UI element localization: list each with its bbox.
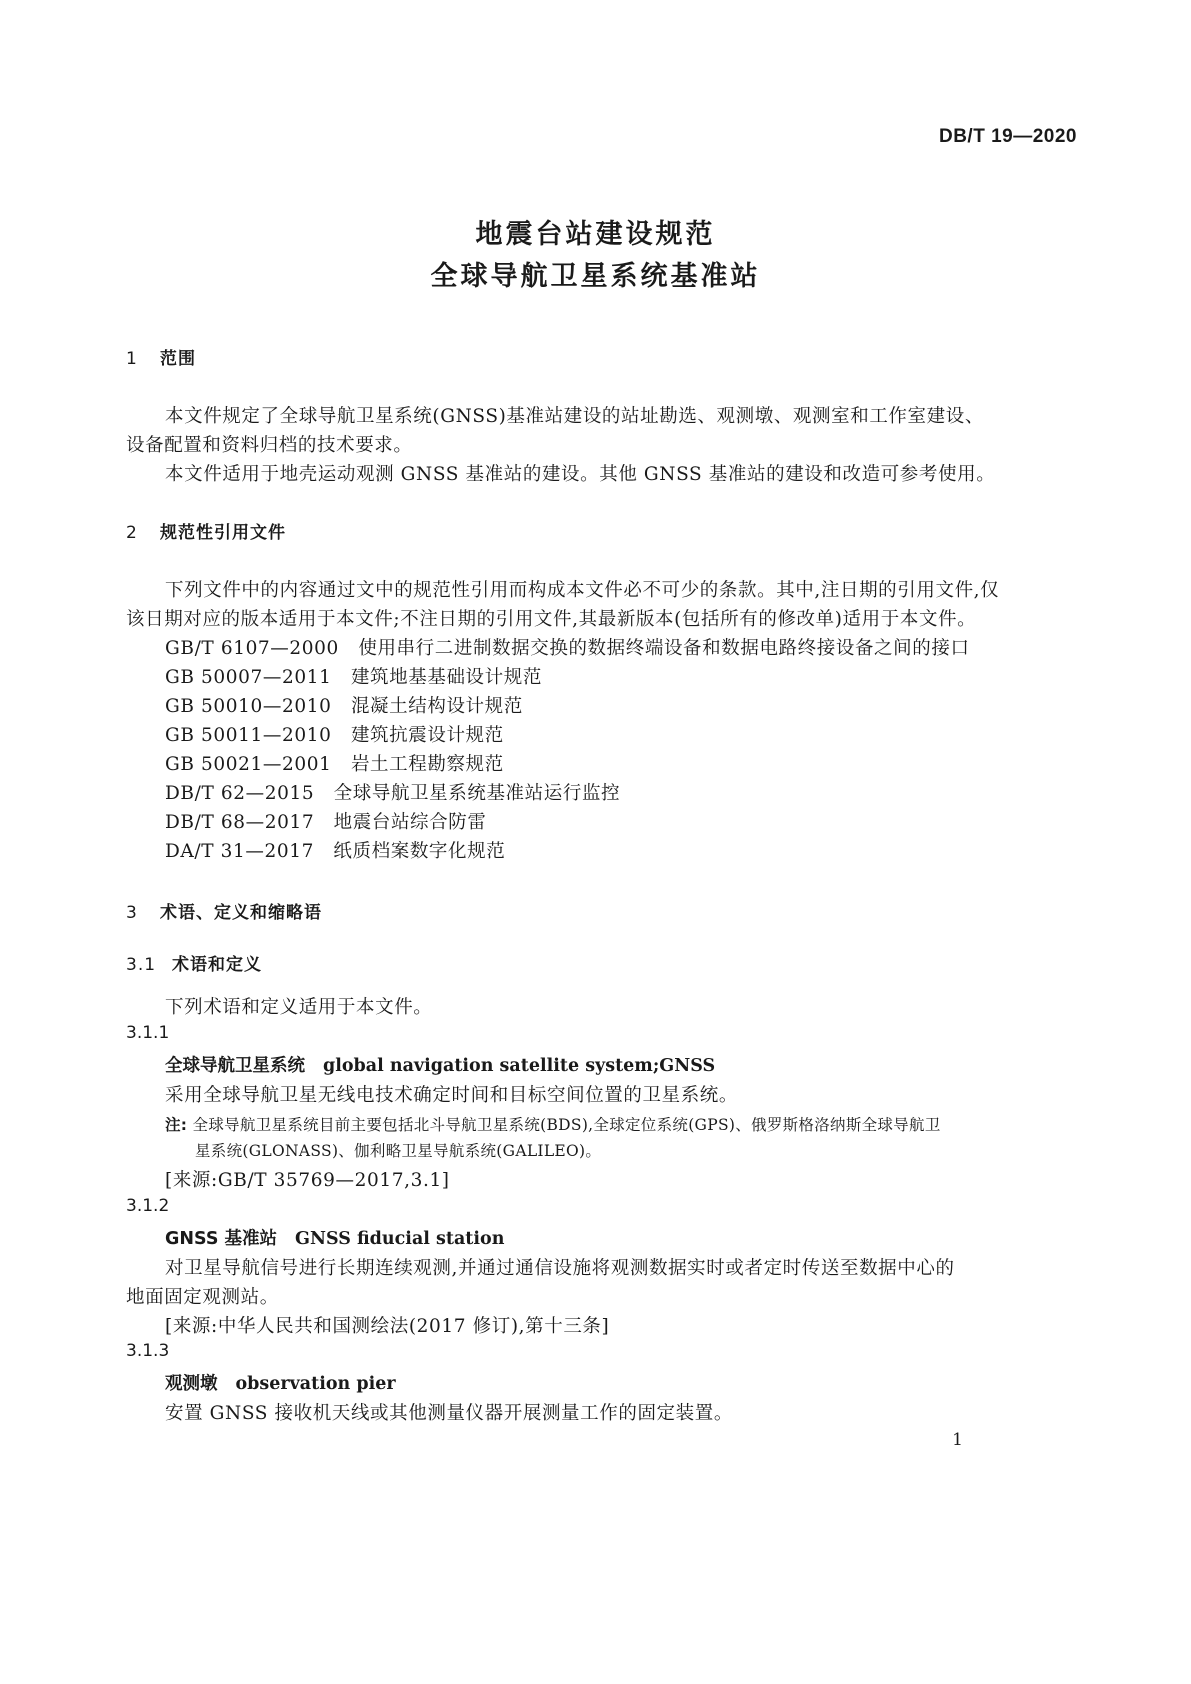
subsection-3-1-heading xyxy=(126,950,262,975)
term-heading xyxy=(165,1052,715,1077)
reference-item xyxy=(165,750,504,776)
paragraph: 下列术语和定义适用于本文件。 xyxy=(165,997,433,1018)
title-line-2: 全球导航卫星系统基准站 xyxy=(430,261,761,292)
section-title: 术语、定义和缩略语 xyxy=(160,903,322,923)
paragraph: 该日期对应的版本适用于本文件;不注日期的引用文件,其最新版本(包括所有的修改单)适用于本文件。 xyxy=(126,609,977,630)
term-zh: GNSS 基准站 xyxy=(165,1229,278,1249)
term-en: observation pier xyxy=(235,1374,396,1394)
note xyxy=(165,1113,941,1135)
section-number: 2 xyxy=(126,523,138,543)
paragraph: 本文件规定了全球导航卫星系统(GNSS)基准站建设的站址勘选、观测墩、观测室和工作室建设、 xyxy=(165,406,984,427)
subsection-title: 术语和定义 xyxy=(172,955,262,975)
term-number: 3.1.3 xyxy=(126,1341,170,1361)
reference-code: GB 50007—2011 xyxy=(165,667,332,688)
paragraph: 本文件适用于地壳运动观测 GNSS 基准站的建设。其他 GNSS 基准站的建设和改造可参考使用。 xyxy=(165,464,996,485)
reference-title: 地震台站综合防雷 xyxy=(333,812,487,833)
term-heading xyxy=(165,1225,504,1250)
section-title: 范围 xyxy=(160,349,196,369)
reference-title: 混凝土结构设计规范 xyxy=(350,696,523,717)
reference-item xyxy=(165,779,620,805)
term-source: [来源:GB/T 35769—2017,3.1] xyxy=(165,1170,450,1191)
reference-title: 纸质档案数字化规范 xyxy=(333,841,506,862)
subsection-number: 3.1 xyxy=(126,955,157,975)
section-1-heading xyxy=(126,344,196,369)
term-definition: 对卫星导航信号进行长期连续观测,并通过通信设施将观测数据实时或者定时传送至数据中心的 xyxy=(165,1258,955,1279)
term-source: [来源:中华人民共和国测绘法(2017 修订),第十三条] xyxy=(165,1316,610,1337)
reference-item xyxy=(165,721,504,747)
term-definition-continued: 地面固定观测站。 xyxy=(126,1287,279,1308)
reference-item xyxy=(165,808,486,834)
section-3-heading xyxy=(126,898,322,923)
term-definition: 安置 GNSS 接收机天线或其他测量仪器开展测量工作的固定装置。 xyxy=(165,1403,733,1424)
section-title: 规范性引用文件 xyxy=(160,523,286,543)
reference-item xyxy=(165,663,542,689)
term-zh: 观测墩 xyxy=(165,1374,218,1394)
section-2-heading xyxy=(126,518,286,543)
term-definition: 采用全球导航卫星无线电技术确定时间和目标空间位置的卫星系统。 xyxy=(165,1085,739,1106)
term-en: GNSS fiducial station xyxy=(295,1229,505,1249)
reference-code: DA/T 31—2017 xyxy=(165,841,314,862)
reference-code: DB/T 68—2017 xyxy=(165,812,315,833)
reference-item xyxy=(165,634,970,660)
note-text: 全球导航卫星系统目前主要包括北斗导航卫星系统(BDS),全球定位系统(GPS)、俄罗斯格洛纳斯全球导航卫 xyxy=(192,1116,941,1134)
reference-code: DB/T 62—2015 xyxy=(165,783,315,804)
note-label: 注: xyxy=(165,1116,188,1134)
section-number: 3 xyxy=(126,903,138,923)
reference-code: GB 50011—2010 xyxy=(165,725,332,746)
paragraph: 下列文件中的内容通过文中的规范性引用而构成本文件必不可少的条款。其中,注日期的引用文件,仅 xyxy=(165,580,1000,601)
reference-code: GB/T 6107—2000 xyxy=(165,638,339,659)
reference-item xyxy=(165,692,523,718)
reference-title: 岩土工程勘察规范 xyxy=(350,754,504,775)
section-number: 1 xyxy=(126,349,138,369)
term-en: global navigation satellite system;GNSS xyxy=(323,1056,716,1076)
document-code: DB/T 19—2020 xyxy=(938,126,1077,147)
term-number: 3.1.1 xyxy=(126,1023,170,1043)
reference-code: GB 50021—2001 xyxy=(165,754,332,775)
reference-item xyxy=(165,837,505,863)
reference-title: 全球导航卫星系统基准站运行监控 xyxy=(333,783,621,804)
reference-title: 使用串行二进制数据交换的数据终端设备和数据电路终接设备之间的接口 xyxy=(358,638,970,659)
note-continued: 星系统(GLONASS)、伽利略卫星导航系统(GALILEO)。 xyxy=(195,1142,602,1160)
term-heading xyxy=(165,1370,396,1395)
paragraph: 设备配置和资料归档的技术要求。 xyxy=(126,435,413,456)
term-number: 3.1.2 xyxy=(126,1196,170,1216)
reference-title: 建筑地基基础设计规范 xyxy=(350,667,542,688)
reference-code: GB 50010—2010 xyxy=(165,696,332,717)
title-line-1: 地震台站建设规范 xyxy=(475,219,716,250)
term-zh: 全球导航卫星系统 xyxy=(165,1056,305,1076)
reference-title: 建筑抗震设计规范 xyxy=(350,725,504,746)
page-number: 1 xyxy=(952,1430,963,1450)
